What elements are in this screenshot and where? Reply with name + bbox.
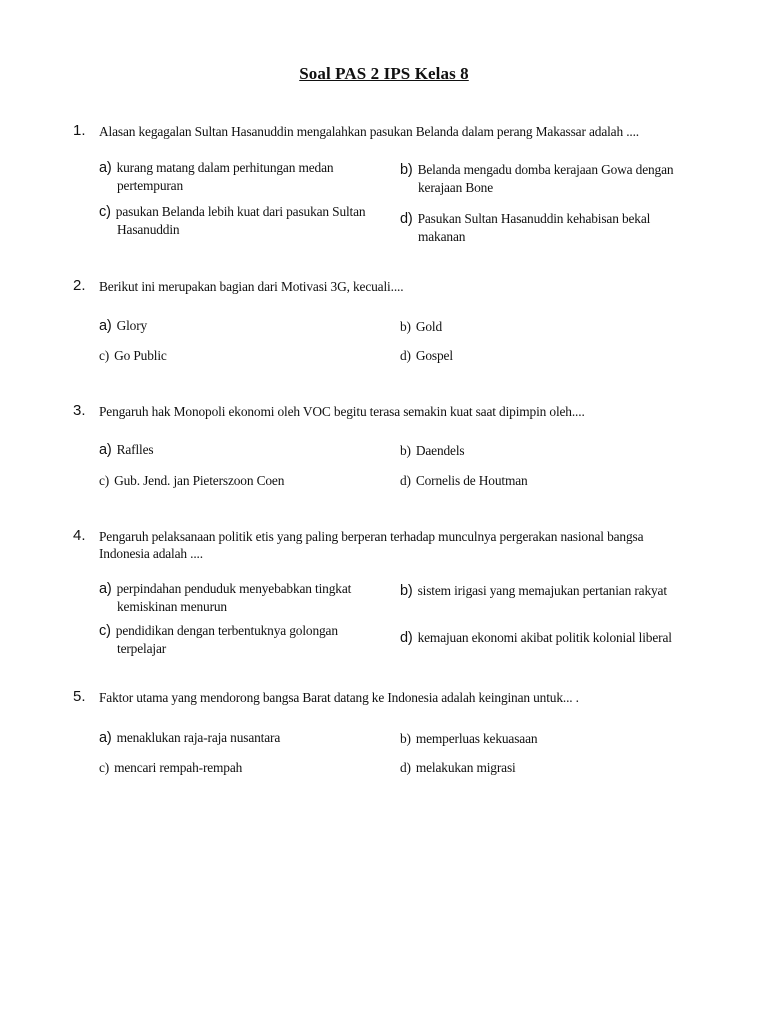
option-c: [99, 759, 369, 776]
question-text: Berikut ini merupakan bagian dari Motivasi 3G, kecuali....: [99, 279, 404, 294]
option-text-continued: terpelajar: [117, 641, 167, 656]
option-a: [99, 729, 369, 747]
option-c: [99, 347, 369, 364]
option-label: c): [99, 204, 111, 220]
option-label: b): [400, 319, 411, 334]
option-label: b): [400, 162, 413, 178]
option-d: [400, 347, 690, 364]
option-label: d): [400, 348, 411, 363]
option-d: [400, 759, 690, 776]
question-number: 2.: [73, 277, 86, 294]
option-label: d): [400, 760, 411, 775]
option-label: b): [400, 731, 411, 746]
option-text-continued: kerajaan Bone: [418, 180, 494, 195]
option-label: a): [99, 318, 112, 334]
question-number: 1.: [73, 122, 86, 139]
option-text: Glory: [116, 318, 148, 333]
option-d: [400, 629, 690, 647]
option-text: Raflles: [116, 442, 154, 457]
option-text: mencari rempah-rempah: [114, 760, 243, 775]
option-label: c): [99, 348, 110, 363]
option-a: [99, 441, 369, 459]
option-c: [99, 622, 369, 657]
option-text: pendidikan dengan terbentuknya golongan: [115, 623, 338, 638]
option-text: melakukan migrasi: [415, 760, 516, 775]
option-text-continued: kemiskinan menurun: [117, 599, 227, 614]
option-b: [400, 730, 690, 747]
option-a: [99, 580, 369, 615]
option-b: [400, 582, 690, 600]
option-b: [400, 161, 690, 196]
option-text: Gold: [415, 319, 443, 334]
option-label: b): [400, 583, 413, 599]
option-label: d): [400, 473, 411, 488]
option-text: memperluas kekuasaan: [415, 731, 538, 746]
option-text: pasukan Belanda lebih kuat dari pasukan Sultan: [115, 204, 366, 219]
option-label: c): [99, 623, 111, 639]
option-label: a): [99, 730, 112, 746]
option-text-continued: pertempuran: [117, 178, 184, 193]
page-title: Soal PAS 2 IPS Kelas 8: [299, 64, 469, 83]
question-number: 4.: [73, 527, 86, 544]
option-label: a): [99, 160, 112, 176]
question-number: 5.: [73, 688, 86, 705]
option-text: Gub. Jend. jan Pieterszoon Coen: [114, 473, 285, 488]
option-label: d): [400, 630, 413, 646]
option-text: Pasukan Sultan Hasanuddin kehabisan bekal: [417, 211, 651, 226]
option-b: [400, 442, 690, 459]
option-c: [99, 472, 369, 489]
option-d: [400, 210, 690, 245]
option-text: menaklukan raja-raja nusantara: [116, 730, 281, 745]
option-text: kurang matang dalam perhitungan medan: [116, 160, 334, 175]
option-label: a): [99, 442, 112, 458]
option-text: perpindahan penduduk menyebabkan tingkat: [116, 581, 352, 596]
question-text: Alasan kegagalan Sultan Hasanuddin mengalahkan pasukan Belanda dalam perang Makassar adalah ....: [99, 124, 640, 139]
option-label: b): [400, 443, 411, 458]
option-text: Daendels: [415, 443, 465, 458]
option-text: Cornelis de Houtman: [415, 473, 528, 488]
option-text: kemajuan ekonomi akibat politik kolonial liberal: [417, 630, 672, 645]
option-a: [99, 159, 369, 194]
option-label: a): [99, 581, 112, 597]
question-text: Pengaruh pelaksanaan politik etis yang paling berperan terhadap munculnya pergerakan nasional bangsa Indonesia adalah ....: [99, 529, 644, 561]
option-text: Go Public: [114, 348, 167, 363]
option-label: c): [99, 760, 110, 775]
option-text: sistem irigasi yang memajukan pertanian rakyat: [417, 583, 667, 598]
option-text-continued: Hasanuddin: [117, 222, 180, 237]
question-number: 3.: [73, 402, 86, 419]
option-d: [400, 472, 690, 489]
option-label: d): [400, 211, 413, 227]
option-text: Belanda mengadu domba kerajaan Gowa dengan: [417, 162, 674, 177]
option-b: [400, 318, 690, 335]
option-text: Gospel: [415, 348, 453, 363]
option-a: [99, 317, 369, 335]
question-text: Faktor utama yang mendorong bangsa Barat datang ke Indonesia adalah keinginan untuk... .: [99, 690, 579, 705]
option-c: [99, 203, 369, 238]
option-label: c): [99, 473, 110, 488]
option-text-continued: makanan: [418, 229, 466, 244]
question-text: Pengaruh hak Monopoli ekonomi oleh VOC begitu terasa semakin kuat saat dipimpin oleh....: [99, 404, 585, 419]
